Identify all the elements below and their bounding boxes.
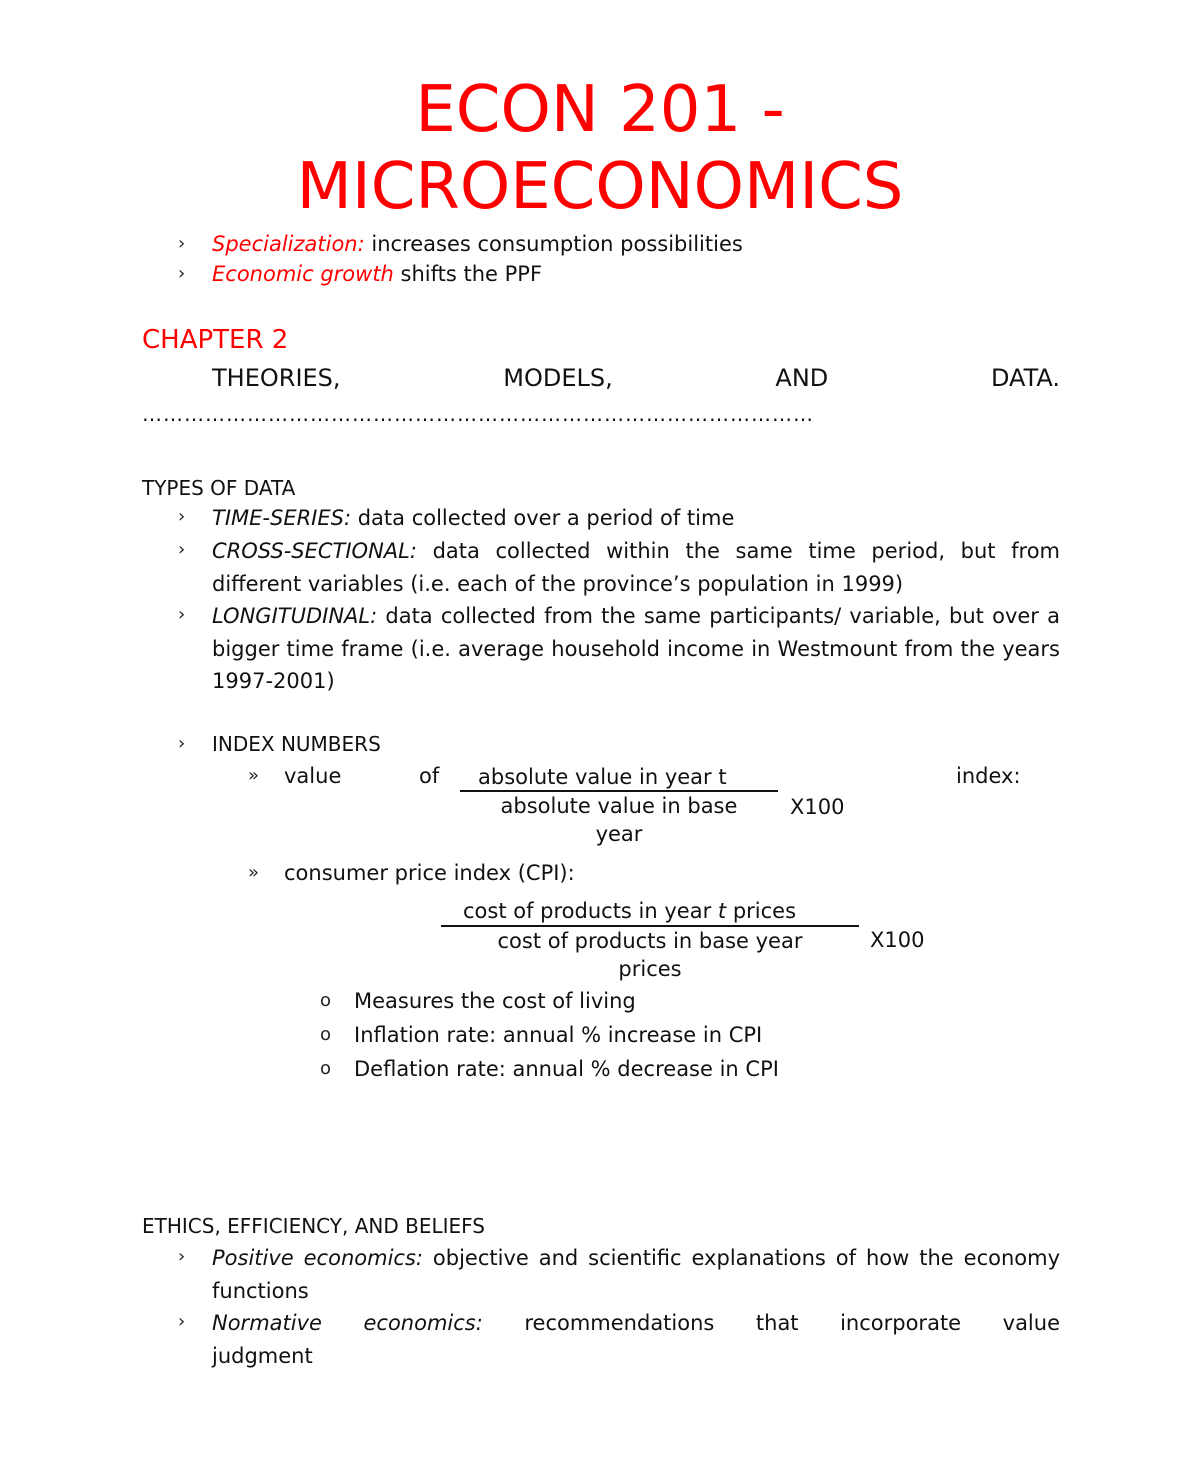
chapter-subtitle-word: MODELS, xyxy=(503,364,613,392)
value-index-denominator: absolute value in base year xyxy=(500,794,738,846)
cpi-numerator: cost of products in year t prices xyxy=(463,899,797,923)
section-heading-ethics: ETHICS, EFFICIENCY, AND BELIEFS xyxy=(142,1214,485,1238)
bullet-term: TIME-SERIES: xyxy=(212,506,352,530)
bullet-text: data collected within the same time period, but from different variables (i.e. each of the province’s population in 1999) xyxy=(212,539,1060,596)
circle-bullet-marker: o xyxy=(320,990,332,1011)
bullet-term: Specialization: xyxy=(212,232,365,256)
cpi-multiplier: X100 xyxy=(870,928,925,952)
cpi-label: consumer price index (CPI): xyxy=(284,861,575,885)
value-index-numerator: absolute value in year t xyxy=(478,765,727,789)
bullet-text: shifts the PPF xyxy=(393,262,543,286)
data-type-time-series xyxy=(212,502,1060,535)
bullet-term: LONGITUDINAL: xyxy=(212,604,378,628)
bullet-marker: › xyxy=(178,506,186,527)
value-index-trailing-word: index: xyxy=(956,764,1021,788)
ethics-positive-economics xyxy=(212,1242,1060,1307)
chapter-label: CHAPTER 2 xyxy=(142,325,289,355)
bullet-term: Normative economics: xyxy=(212,1311,483,1335)
data-type-cross-sectional xyxy=(212,535,1060,600)
data-type-longitudinal xyxy=(212,600,1060,698)
value-index-word-value: value xyxy=(284,764,342,788)
index-numbers-label: INDEX NUMBERS xyxy=(212,732,381,756)
bullet-term: Positive economics: xyxy=(212,1246,423,1270)
bullet-text: data collected from the same participants/ variable, but over a bigger time frame (i.e. average household income in Westmount from the years 1997-2001) xyxy=(212,604,1060,693)
bullet-marker: › xyxy=(178,1246,186,1267)
sub-bullet-marker: » xyxy=(248,862,260,883)
bullet-marker: › xyxy=(178,233,186,254)
sub-bullet-marker: » xyxy=(248,765,260,786)
cpi-note-deflation: Deflation rate: annual % decrease in CPI xyxy=(354,1057,779,1081)
chapter-subtitle xyxy=(212,362,1060,394)
bullet-marker: › xyxy=(178,604,186,625)
bullet-marker: › xyxy=(178,263,186,284)
bullet-term: CROSS-SECTIONAL: xyxy=(212,539,417,563)
title-line-2: MICROECONOMICS xyxy=(296,150,904,224)
circle-bullet-marker: o xyxy=(320,1024,332,1045)
ethics-normative-economics xyxy=(212,1307,1060,1372)
value-index-word-of: of xyxy=(419,764,440,788)
chapter-subtitle-word: THEORIES, xyxy=(212,364,341,392)
document-title xyxy=(0,72,1200,226)
bullet-text: increases consumption possibilities xyxy=(364,232,743,256)
value-index-multiplier: X100 xyxy=(790,795,845,819)
chapter-subtitle-word: DATA. xyxy=(990,364,1060,392)
title-line-1: ECON 201 - xyxy=(415,73,785,147)
cpi-note-cost-of-living: Measures the cost of living xyxy=(354,989,636,1013)
cpi-denominator: cost of products in base year prices xyxy=(497,929,803,981)
section-heading-types-of-data: TYPES OF DATA xyxy=(142,476,296,500)
chapter-subtitle-word: AND xyxy=(775,364,829,392)
intro-bullet-growth xyxy=(212,259,542,289)
bullet-marker: › xyxy=(178,1311,186,1332)
circle-bullet-marker: o xyxy=(320,1058,332,1079)
bullet-marker: › xyxy=(178,733,186,754)
intro-bullet-specialization xyxy=(212,229,743,259)
bullet-text: recommendations that incorporate value judgment xyxy=(212,1311,1060,1368)
bullet-term: Economic growth xyxy=(212,262,394,286)
dotted-separator: …………………………………………………………………………………… xyxy=(142,402,814,426)
bullet-marker: › xyxy=(178,539,186,560)
bullet-text: objective and scientific explanations of how the economy functions xyxy=(212,1246,1061,1303)
cpi-note-inflation: Inflation rate: annual % increase in CPI xyxy=(354,1023,763,1047)
bullet-text: data collected over a period of time xyxy=(351,506,735,530)
